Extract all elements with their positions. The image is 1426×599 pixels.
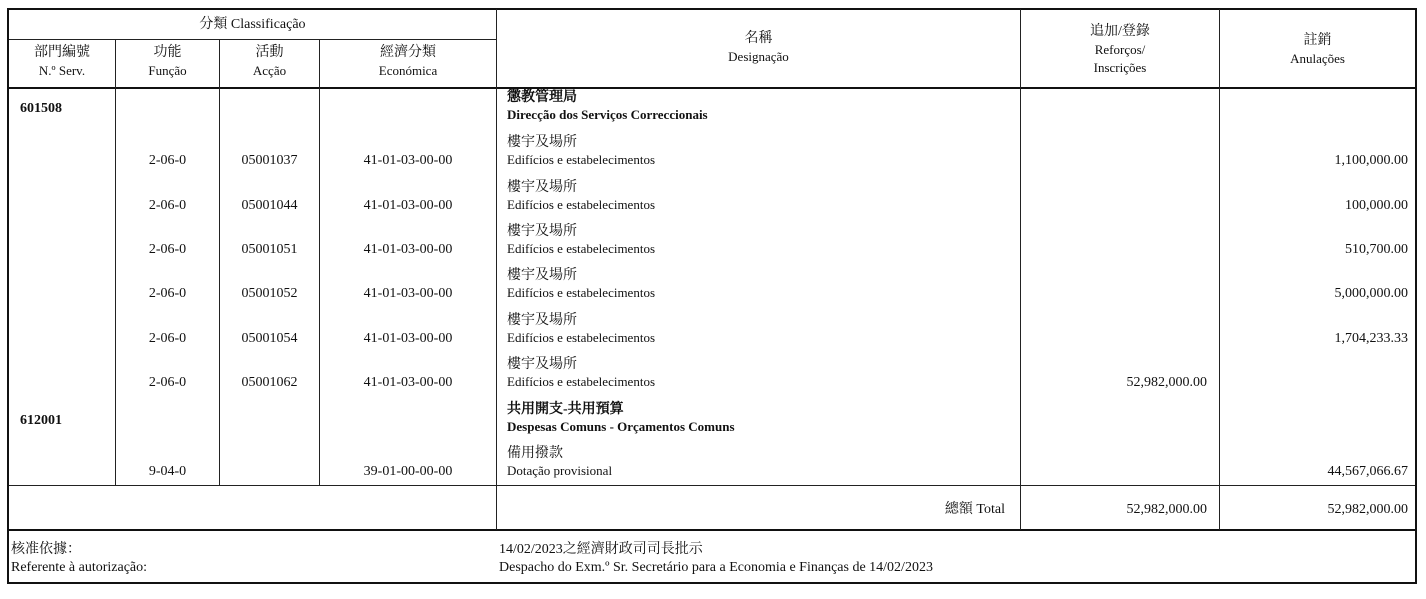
row-economica-code: 41-01-03-00-00 xyxy=(363,242,453,257)
header-reforcos-pt1: Reforços/ xyxy=(1094,42,1146,57)
row-anulacao-amount: 5,000,000.00 xyxy=(1334,286,1408,301)
row-name-zh: 樓宇及場所 xyxy=(507,180,577,195)
row-anulacao-amount: 100,000.00 xyxy=(1345,198,1408,213)
total-footer-divider xyxy=(9,529,1415,531)
row-reforco-amount: 52,982,000.00 xyxy=(1126,375,1207,390)
row-name-zh: 懲教管理局 xyxy=(507,90,577,105)
row-name-zh: 樓宇及場所 xyxy=(507,268,577,283)
header-funcao-pt: Função xyxy=(148,63,187,78)
header-reforcos-zh: 追加/登錄 xyxy=(1090,24,1150,39)
row-name-pt: Dotação provisional xyxy=(507,463,613,478)
row-economica-code: 41-01-03-00-00 xyxy=(363,375,453,390)
row-accao-code: 05001037 xyxy=(241,153,298,168)
footer-text-pt: Despacho do Exm.º Sr. Secretário para a Economia e Finanças de 14/02/2023 xyxy=(499,560,933,575)
row-economica-code: 41-01-03-00-00 xyxy=(363,331,453,346)
row-anulacao-amount: 44,567,066.67 xyxy=(1327,464,1408,479)
col-divider-serv xyxy=(115,39,116,486)
col-divider-accao xyxy=(319,39,320,486)
row-economica-code: 41-01-03-00-00 xyxy=(363,198,453,213)
col-divider-designacao xyxy=(1020,9,1021,530)
header-economica-zh: 經濟分類 xyxy=(380,45,436,60)
row-economica-code: 39-01-00-00-00 xyxy=(363,464,453,479)
row-name-pt: Edifícios e estabelecimentos xyxy=(507,197,656,212)
row-serv-code: 601508 xyxy=(20,101,62,116)
row-funcao-code: 2-06-0 xyxy=(148,153,187,168)
row-serv-code: 612001 xyxy=(20,413,62,428)
row-anulacao-amount: 1,704,233.33 xyxy=(1334,331,1408,346)
footer-label-pt: Referente à autorização: xyxy=(11,560,148,575)
row-name-zh: 共用開支-共用預算 xyxy=(507,402,624,417)
row-anulacao-amount: 510,700.00 xyxy=(1345,242,1408,257)
header-accao-zh: 活動 xyxy=(255,45,284,60)
footer-text-zh: 14/02/2023之經濟財政司司長批示 xyxy=(499,542,703,557)
row-name-pt: Edifícios e estabelecimentos xyxy=(507,241,656,256)
row-name-pt: Despesas Comuns - Orçamentos Comuns xyxy=(507,419,735,434)
header-anulacoes-zh: 註銷 xyxy=(1303,33,1332,48)
row-funcao-code: 2-06-0 xyxy=(148,375,187,390)
row-economica-code: 41-01-03-00-00 xyxy=(363,286,453,301)
header-serv-zh: 部門編號 xyxy=(34,45,90,60)
row-name-zh: 備用撥款 xyxy=(507,446,563,461)
row-funcao-code: 9-04-0 xyxy=(148,464,187,479)
total-label: 總額 Total xyxy=(944,502,1005,517)
total-reforco: 52,982,000.00 xyxy=(1126,502,1207,517)
header-reforcos-pt2: Inscrições xyxy=(1093,60,1147,75)
col-divider-economica xyxy=(496,9,497,530)
classificacao-divider xyxy=(9,39,496,40)
row-name-pt: Edifícios e estabelecimentos xyxy=(507,330,656,345)
row-name-zh: 樓宇及場所 xyxy=(507,313,577,328)
header-anulacoes-pt: Anulações xyxy=(1290,51,1345,66)
col-divider-reforcos xyxy=(1219,9,1220,530)
row-funcao-code: 2-06-0 xyxy=(148,242,187,257)
row-funcao-code: 2-06-0 xyxy=(148,198,187,213)
header-funcao-zh: 功能 xyxy=(153,45,182,60)
row-accao-code: 05001062 xyxy=(241,375,298,390)
row-name-zh: 樓宇及場所 xyxy=(507,357,577,372)
header-economica-pt: Económica xyxy=(378,63,438,78)
row-name-pt: Edifícios e estabelecimentos xyxy=(507,152,656,167)
row-accao-code: 05001054 xyxy=(241,331,298,346)
row-name-pt: Direcção dos Serviços Correccionais xyxy=(507,107,708,122)
row-accao-code: 05001051 xyxy=(241,242,298,257)
header-designacao-zh: 名稱 xyxy=(744,31,773,46)
col-divider-funcao xyxy=(219,39,220,486)
row-name-zh: 樓宇及場所 xyxy=(507,135,577,150)
row-name-pt: Edifícios e estabelecimentos xyxy=(507,374,656,389)
row-name-pt: Edifícios e estabelecimentos xyxy=(507,285,656,300)
row-anulacao-amount: 1,100,000.00 xyxy=(1334,153,1408,168)
header-accao-pt: Acção xyxy=(252,63,287,78)
row-economica-code: 41-01-03-00-00 xyxy=(363,153,453,168)
header-serv-pt: N.º Serv. xyxy=(38,63,86,78)
total-anulacao: 52,982,000.00 xyxy=(1327,502,1408,517)
header-designacao-pt: Designação xyxy=(728,49,789,64)
row-funcao-code: 2-06-0 xyxy=(148,331,187,346)
footer-label-zh: 核准依據： xyxy=(11,542,81,557)
row-accao-code: 05001044 xyxy=(241,198,298,213)
row-funcao-code: 2-06-0 xyxy=(148,286,187,301)
header-classificacao: 分類 Classificação xyxy=(199,17,306,32)
row-accao-code: 05001052 xyxy=(241,286,298,301)
row-name-zh: 樓宇及場所 xyxy=(507,224,577,239)
